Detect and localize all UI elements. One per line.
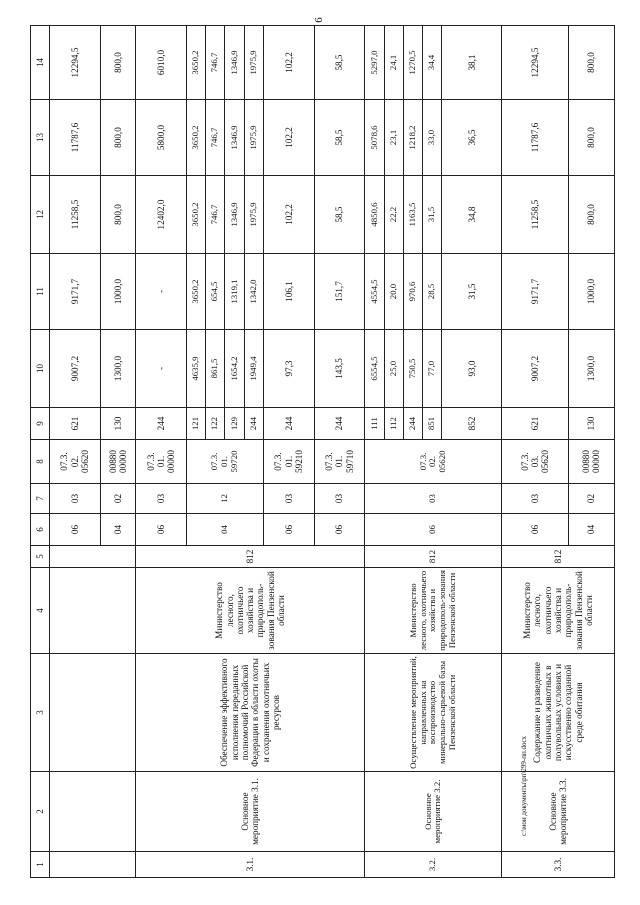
- cell: 4554,5: [365, 254, 384, 330]
- cell: 1975,9: [244, 26, 263, 100]
- cell: 11787,6: [502, 100, 568, 176]
- cell: 12402,0: [136, 176, 187, 254]
- cell: 1346,9: [225, 176, 244, 254]
- cell: 04: [100, 514, 135, 546]
- cell: 06: [365, 514, 502, 546]
- cell: -: [136, 330, 187, 408]
- cell: 9171,7: [502, 254, 568, 330]
- cell: 3650,2: [186, 254, 205, 330]
- cell: 3650,2: [186, 100, 205, 176]
- cell: 102,2: [263, 176, 314, 254]
- cell: 1319,1: [225, 254, 244, 330]
- cell: 102,2: [263, 100, 314, 176]
- col-header: 8: [31, 440, 50, 484]
- cell: 106,1: [263, 254, 314, 330]
- grbs-code: 812: [502, 546, 615, 568]
- cell: 800,0: [100, 176, 135, 254]
- cell: 621: [502, 408, 568, 440]
- cell: 06: [263, 514, 314, 546]
- cell: 07.3. 01. 00000: [136, 440, 187, 484]
- cell: 06: [502, 514, 568, 546]
- cell: 06: [50, 514, 101, 546]
- cell: 07.3. 03. 05620: [502, 440, 568, 484]
- cell: 77,0: [423, 330, 442, 408]
- cell: 143,5: [314, 330, 365, 408]
- cell: 00880 00000: [100, 440, 135, 484]
- cell: 07.3. 01. 59210: [263, 440, 314, 484]
- col-header: 6: [31, 514, 50, 546]
- cell: 34,8: [442, 176, 502, 254]
- table-row: [50, 26, 101, 878]
- cell: 129: [225, 408, 244, 440]
- cell: 244: [263, 408, 314, 440]
- cell: 12: [186, 484, 263, 514]
- cell: 6554,5: [365, 330, 384, 408]
- cell: 244: [244, 408, 263, 440]
- cell: 5078,6: [365, 100, 384, 176]
- cell: 800,0: [568, 176, 614, 254]
- col-header: 3: [31, 654, 50, 772]
- cell: 746,7: [206, 26, 225, 100]
- cell: 130: [100, 408, 135, 440]
- cell: 02: [100, 484, 135, 514]
- col-header: 10: [31, 330, 50, 408]
- measure-description: Осуществление мероприятий, направленных на воспроизводство минерально-сырьевой базы Пензенской области: [365, 654, 502, 772]
- cell: 07.3. 01. 59710: [314, 440, 365, 484]
- cell: 750,5: [403, 330, 422, 408]
- cell: 58,5: [314, 100, 365, 176]
- cell: 970,6: [403, 254, 422, 330]
- cell: 93,0: [442, 330, 502, 408]
- measure-name: Основное мероприятие 3.3.: [502, 772, 615, 852]
- cell: 07.3. 02. 05620: [365, 440, 502, 484]
- cell: 1975,9: [244, 100, 263, 176]
- cell: 130: [568, 408, 614, 440]
- cell: 1949,4: [244, 330, 263, 408]
- cell: 03: [365, 484, 502, 514]
- cell: 111: [365, 408, 384, 440]
- col-header: 2: [31, 772, 50, 852]
- cell: 122: [206, 408, 225, 440]
- cell: 3650,2: [186, 176, 205, 254]
- cell: 04: [186, 514, 263, 546]
- cell: 800,0: [568, 26, 614, 100]
- cell: 746,7: [206, 176, 225, 254]
- cell: 06: [314, 514, 365, 546]
- cell: 28,5: [423, 254, 442, 330]
- cell: 38,1: [442, 26, 502, 100]
- cell: 851: [423, 408, 442, 440]
- col-header: 5: [31, 546, 50, 568]
- cell: 1218,2: [403, 100, 422, 176]
- cell: 23,1: [384, 100, 403, 176]
- col-header: 11: [31, 254, 50, 330]
- table-row: [136, 26, 187, 878]
- cell: 800,0: [100, 26, 135, 100]
- cell: 654,5: [206, 254, 225, 330]
- executor: Министерство лесного, охотничьего хозяйства и природополь-зования Пензенской области: [365, 568, 502, 654]
- cell: 07.3. 01. 59720: [186, 440, 263, 484]
- cell: 22,2: [384, 176, 403, 254]
- cell: 244: [403, 408, 422, 440]
- cell: 04: [568, 514, 614, 546]
- cell: 03: [50, 484, 101, 514]
- cell: 11787,6: [50, 100, 101, 176]
- cell: 6010,0: [136, 26, 187, 100]
- cell: 25,0: [384, 330, 403, 408]
- cell: 621: [50, 408, 101, 440]
- cell: 31,5: [442, 254, 502, 330]
- cell: 12294,5: [50, 26, 101, 100]
- col-header: 13: [31, 100, 50, 176]
- measure-description: Содержание и разведение охотничьих животных в полувольных условиях и искусственно созданной среде обитания: [502, 654, 615, 772]
- table-row: [365, 26, 384, 878]
- cell: 11258,5: [50, 176, 101, 254]
- cell: 5297,0: [365, 26, 384, 100]
- cell: 1270,5: [403, 26, 422, 100]
- cell: 20,0: [384, 254, 403, 330]
- table-row: [502, 26, 568, 878]
- cell: 1346,9: [225, 100, 244, 176]
- cell: 03: [314, 484, 365, 514]
- measure-name: Основное мероприятие 3.1.: [136, 772, 365, 852]
- col-header: 4: [31, 568, 50, 654]
- header-row: [31, 26, 50, 878]
- cell: 121: [186, 408, 205, 440]
- cell: 36,5: [442, 100, 502, 176]
- cell: 244: [136, 408, 187, 440]
- cell: 1000,0: [568, 254, 614, 330]
- row-number: 3.1.: [136, 852, 365, 878]
- cell: 4635,9: [186, 330, 205, 408]
- cell: 1300,0: [568, 330, 614, 408]
- cell: 06: [136, 514, 187, 546]
- cell: 1654,2: [225, 330, 244, 408]
- cell: 4850,6: [365, 176, 384, 254]
- measure-description: Обеспечение эффективного исполнения переданных полномочий Российской Федерации в области охоты и сохранения охотничьих ресурсов: [136, 654, 365, 772]
- cell: 1342,0: [244, 254, 263, 330]
- cell: 800,0: [568, 100, 614, 176]
- cell: 24,1: [384, 26, 403, 100]
- grbs-code: 812: [136, 546, 365, 568]
- cell: 33,0: [423, 100, 442, 176]
- footer-file-path: c:\мои документы\рп\299-пп.docx: [520, 735, 528, 836]
- cell: 3650,2: [186, 26, 205, 100]
- cell: 151,7: [314, 254, 365, 330]
- cell: -: [136, 254, 187, 330]
- cell: 800,0: [100, 100, 135, 176]
- col-header: 1: [31, 852, 50, 878]
- cell: 9007,2: [502, 330, 568, 408]
- cell: 9007,2: [50, 330, 101, 408]
- cell: 1975,9: [244, 176, 263, 254]
- col-header: 14: [31, 26, 50, 100]
- executor: Министерство лесного, охотничьего хозяйства и природополь-зования Пензенской области: [502, 568, 615, 654]
- cell: 112: [384, 408, 403, 440]
- cell: 31,5: [423, 176, 442, 254]
- row-number: 3.3.: [502, 852, 615, 878]
- cell: 852: [442, 408, 502, 440]
- col-header: 9: [31, 408, 50, 440]
- cell: 1000,0: [100, 254, 135, 330]
- cell: 58,5: [314, 176, 365, 254]
- cell: 58,5: [314, 26, 365, 100]
- cell: 03: [502, 484, 568, 514]
- cell: 746,7: [206, 100, 225, 176]
- cell: 07.3. 02. 05620: [50, 440, 101, 484]
- cell: 9171,7: [50, 254, 101, 330]
- cell: 5800,0: [136, 100, 187, 176]
- col-header: 12: [31, 176, 50, 254]
- page-number: 6: [312, 17, 325, 23]
- executor: Министерство лесного, охотничьего хозяйства и природополь-зования Пензенской области: [136, 568, 365, 654]
- cell: 1300,0: [100, 330, 135, 408]
- col-header: 7: [31, 484, 50, 514]
- cell: 11258,5: [502, 176, 568, 254]
- cell: 00880 00000: [568, 440, 614, 484]
- cell: 861,5: [206, 330, 225, 408]
- cell: 1346,9: [225, 26, 244, 100]
- grbs-code: 812: [365, 546, 502, 568]
- cell: 102,2: [263, 26, 314, 100]
- cell: 12294,5: [502, 26, 568, 100]
- cell: 1163,5: [403, 176, 422, 254]
- cell: 03: [263, 484, 314, 514]
- cell: 02: [568, 484, 614, 514]
- cell: 244: [314, 408, 365, 440]
- cell: 97,3: [263, 330, 314, 408]
- cell: 03: [136, 484, 187, 514]
- row-number: 3.2.: [365, 852, 502, 878]
- cell: 34,4: [423, 26, 442, 100]
- measure-name: Основное мероприятие 3.2.: [365, 772, 502, 852]
